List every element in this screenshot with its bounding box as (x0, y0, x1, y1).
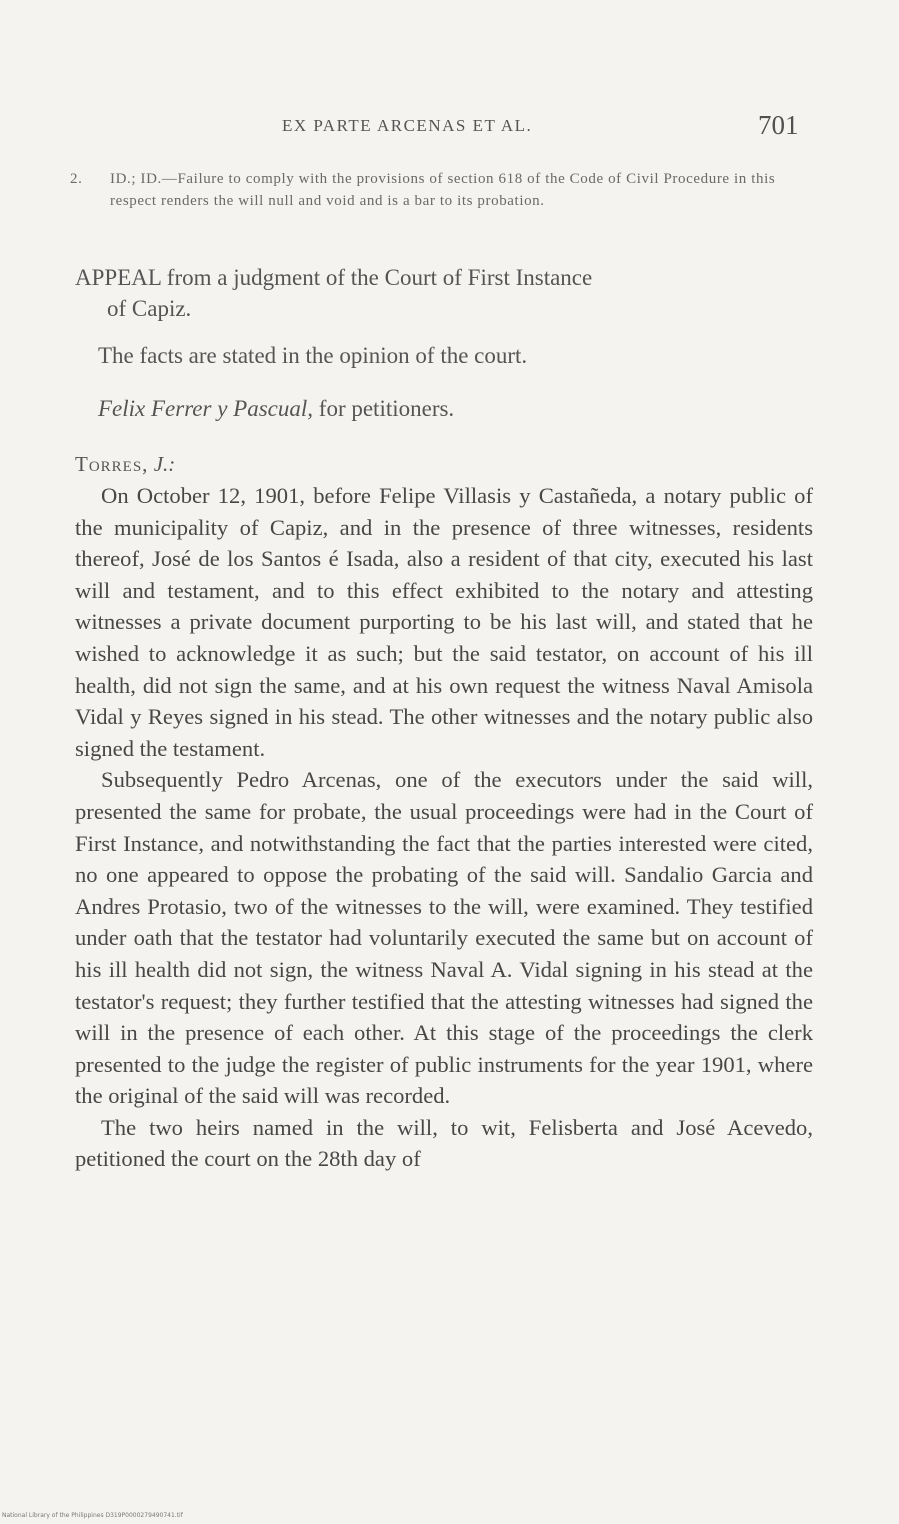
facts-statement: The facts are stated in the opinion of the court. (98, 343, 528, 368)
opinion-paragraph-1: On October 12, 1901, before Felipe Villasis y Castañeda, a notary public of the municipality of Capiz, and in the presence of three witnesses, residents thereof, José de los Santos é Isada, also a resident of that city, executed his last will and testament, and to this effect exhibited to the notary and attesting witnesses a private document purporting to be his last will, and stated that he wished to acknowledge it as such; but the said testator, on account of his ill health, did not sign the same, and at his own request the witness Naval Amisola Vidal y Reyes signed in his stead. The other witnesses and the notary public also signed the testament. (75, 483, 813, 761)
headnote (70, 168, 806, 212)
opinion-body (75, 480, 813, 1175)
appeal-line-1: APPEAL from a judgment of the Court of First Instance (75, 265, 593, 290)
page-header (0, 110, 899, 146)
justice-name: Torres, (75, 452, 149, 476)
opinion-paragraph-2: Subsequently Pedro Arcenas, one of the executors under the said will, presented the same for probate, the usual proceedings were had in the Court of First Instance, and notwithstanding the fact that the parties interested were cited, no one appeared to oppose the probating of the said will. Sandalio Garcia and Andres Protasio, two of the witnesses to the will, were examined. They testified under oath that the testator had voluntarily executed the same but on account of his ill health did not sign, the witness Naval A. Vidal signing in his stead at the testator's request; they further testified that the attesting witnesses had signed the will in the presence of each other. At this stage of the proceedings the clerk presented to the judge the register of public instruments for the year 1901, where the original of the said will was recorded. (75, 767, 813, 1109)
opinion-paragraph-3: The two heirs named in the will, to wit, Felisberta and José Acevedo, petitioned the court on the 28th day of (75, 1114, 813, 1172)
headnote-text: ID.; ID.—Failure to comply with the provisions of section 618 of the Code of Civil Procedure in this respect renders the will null and void and is a bar to its probation. (110, 171, 776, 209)
headnote-number: 2. (70, 171, 83, 187)
scan-footer: National Library of the Philippines D319P0000279490741.tif (2, 1512, 183, 1519)
running-title: EX PARTE ARCENAS ET AL. (282, 116, 533, 135)
counsel-line (98, 396, 454, 422)
justice-title: J.: (148, 452, 176, 476)
appeal-line-2: of Capiz. (107, 296, 192, 321)
appeal-statement (75, 262, 810, 324)
page-number: 701 (758, 110, 799, 140)
counsel-role: for petitioners. (313, 396, 455, 421)
justice-line (75, 452, 175, 477)
counsel-name: Felix Ferrer y Pascual, (98, 396, 314, 421)
